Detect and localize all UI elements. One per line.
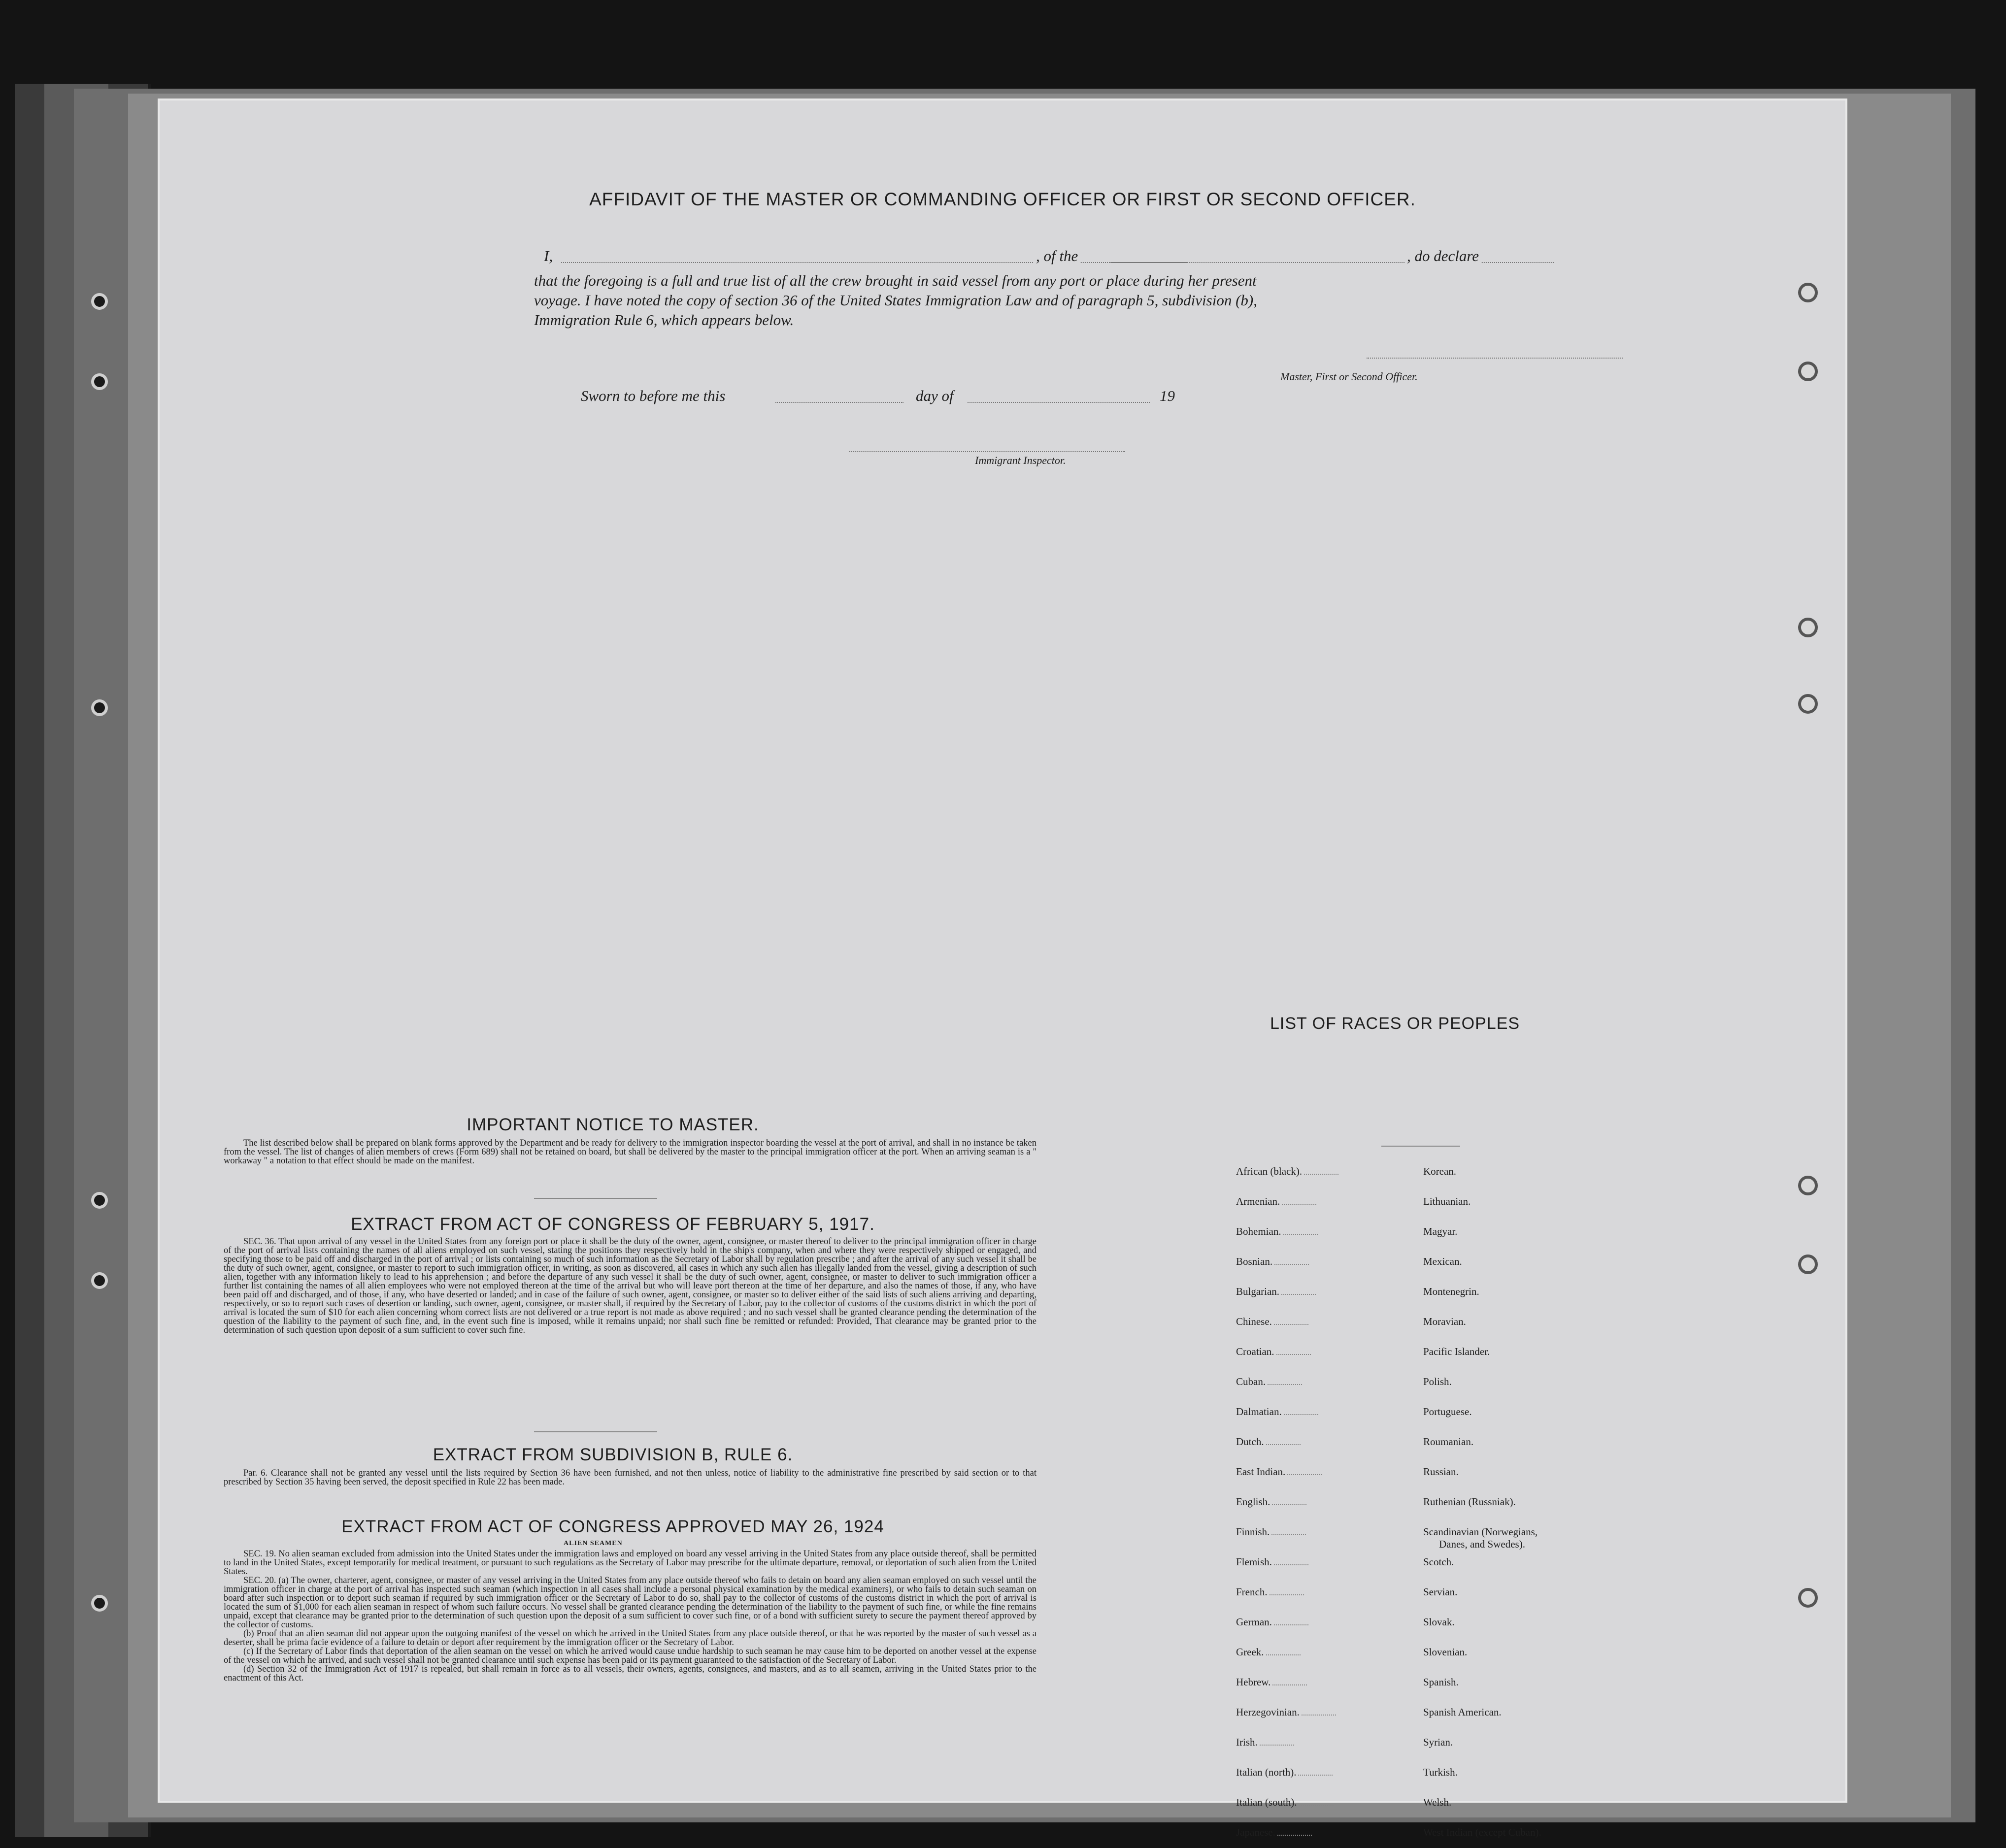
race-item — [1423, 1796, 1451, 1809]
vessel-fill-line — [1110, 262, 1554, 263]
extract-1917-text: SEC. 36. That upon arrival of any vessel in the United States from any foreign port or place it shall be the duty of the owner, agent, consignee, or master thereof to deliver to the principal immigration officer in charge of the port of arrival lists containing the names of all aliens employed on such vessel, stating the positions they respectively hold in the ship's company, when and where they were respectively shipped or engaged, and specifying those to be paid off and discharged in the port of arrival ; or lists containing so much of such information as the Secretary of Labor shall by regulation prescribe ; and after the arrival of any such vessel it shall be the duty of such owner, agent, consignee, or master to report to such immigration officer, in writing, as soon as discovered, all cases in which any such alien has illegally landed from the vessel, giving a description of such alien, together with any information likely to lead to his apprehension ; and before the departure of any such vessel it shall be the duty of such owner, agent, consignee, or master to deliver to such immigration officer a further list containing the names of all alien employees who were not employed thereon at the time of the arrival but who will leave port thereon at the time of her departure, and also the names of those, if any, who have been paid off and discharged, and of those, if any, who have deserted or landed; and in case of the failure of such owner, agent, consignee, or master so to deliver either of the said lists of such aliens arriving and departing, respectively, or so to report such cases of desertion or landing, such owner, agent, consignee, or master shall, if required by the Secretary of Labor, pay to the collector of customs of the customs district in which the port of arrival is located the sum of $10 for each alien concerning whom correct lists are not delivered or a true report is not made as above required ; and no such vessel shall be granted clearance pending the determination of the question of the liability to the payment of such fine, and, in the event such fine is imposed, while it remains unpaid; nor shall such fine be remitted or refunded: Provided, That clearance may be granted prior to the determination of such question upon deposit of a sum sufficient to cover such fine. — [224, 1237, 1036, 1335]
punch-hole — [1798, 694, 1818, 714]
race-item — [1423, 1346, 1490, 1358]
extract-1917-title: EXTRACT FROM ACT OF CONGRESS OF FEBRUARY 5, 1917. — [351, 1215, 875, 1234]
race-item — [1236, 1676, 1307, 1688]
race-item — [1236, 1736, 1294, 1749]
race-label: Servian. — [1423, 1586, 1458, 1598]
race-item — [1423, 1736, 1453, 1749]
race-label: Mexican. — [1423, 1255, 1462, 1267]
race-fill-line — [1282, 1204, 1316, 1205]
race-item — [1236, 1796, 1334, 1809]
race-item — [1236, 1466, 1322, 1478]
race-fill-line — [1284, 1414, 1318, 1415]
master-signature-line — [1367, 358, 1623, 359]
affidavit-title: AFFIDAVIT OF THE MASTER OR COMMANDING OFFICER OR FIRST OR SECOND OFFICER. — [589, 189, 1416, 209]
punch-hole — [1798, 1176, 1818, 1195]
race-item — [1236, 1195, 1316, 1208]
divider — [534, 1431, 657, 1432]
race-item — [1236, 1316, 1308, 1328]
race-fill-line — [1270, 1594, 1304, 1595]
race-item — [1236, 1526, 1306, 1538]
race-label: Japanese. — [1236, 1826, 1275, 1838]
race-label: Chinese. — [1236, 1316, 1272, 1327]
race-label: Greek. — [1236, 1646, 1264, 1658]
race-item — [1423, 1225, 1457, 1238]
race-item — [1423, 1496, 1516, 1508]
race-item — [1236, 1586, 1304, 1598]
race-label: Scandinavian (Norwegians, — [1423, 1526, 1538, 1538]
race-label: Scotch. — [1423, 1556, 1454, 1568]
race-fill-line — [1304, 1174, 1338, 1175]
extract-1924-title: EXTRACT FROM ACT OF CONGRESS APPROVED MAY 26, 1924 — [341, 1517, 884, 1536]
binder-hole — [91, 373, 108, 390]
affidavit-of-the: , of the — [1034, 247, 1080, 265]
divider — [534, 1198, 657, 1199]
race-fill-line — [1277, 1835, 1312, 1836]
punch-hole — [1798, 283, 1818, 302]
race-fill-line — [1298, 1775, 1333, 1776]
race-label: Finnish. — [1236, 1526, 1270, 1538]
race-item — [1236, 1225, 1318, 1238]
race-label: German. — [1236, 1616, 1272, 1628]
manifest-page — [158, 99, 1847, 1838]
race-label: Hebrew. — [1236, 1676, 1271, 1688]
race-item — [1236, 1286, 1316, 1298]
binder-hole — [91, 1595, 108, 1612]
race-item — [1423, 1556, 1454, 1568]
race-label: Cuban. — [1236, 1376, 1266, 1387]
race-fill-line — [1299, 1805, 1334, 1806]
race-item — [1423, 1616, 1455, 1628]
notice-text: The list described below shall be prepared on blank forms approved by the Department and be ready for delivery to the immigration inspector boarding the vessel at the port of arrival, and shall in no instance be taken from the vessel. The list of changes of alien members of crews (Form 689) shall not be retained on board, but shall be delivered by the master to the principal immigration officer at the port. When an arriving seaman is a " workaway " a notation to that effect should be made on the manifest. — [224, 1138, 1036, 1166]
race-item — [1423, 1526, 1538, 1551]
race-item — [1236, 1826, 1312, 1839]
punch-hole — [1798, 362, 1818, 381]
affidavit-i: I, — [544, 247, 553, 264]
race-label: Spanish American. — [1423, 1706, 1502, 1718]
race-item — [1236, 1436, 1301, 1448]
race-item — [1423, 1646, 1467, 1658]
race-label: African (black). — [1236, 1165, 1303, 1177]
race-item — [1236, 1556, 1308, 1568]
race-label: Spanish. — [1423, 1676, 1459, 1688]
race-label: Pacific Islander. — [1423, 1346, 1490, 1357]
race-label: Dalmatian. — [1236, 1406, 1282, 1418]
affidavit-do-declare: , do declare — [1405, 247, 1481, 265]
punch-hole — [1798, 1254, 1818, 1274]
race-fill-line — [1274, 1324, 1308, 1325]
race-item — [1236, 1255, 1309, 1268]
binder-hole — [91, 1272, 108, 1289]
race-label: Syrian. — [1423, 1736, 1453, 1748]
race-label: Portuguese. — [1423, 1406, 1472, 1418]
race-item — [1423, 1255, 1462, 1268]
affidavit-line3: voyage. I have noted the copy of section 36 of the United States Immigration Law and of paragraph 5, subdivision (b), — [534, 292, 1257, 309]
race-item — [1236, 1706, 1336, 1718]
race-fill-line — [1268, 1384, 1302, 1385]
extract-rule6-text: Par. 6. Clearance shall not be granted any vessel until the lists required by Section 36 have been furnished, and not then unless, notice of liability to the administrative fine prescribed by said section or to that prescribed by Section 35 having been served, the deposit specified in Rule 22 has been made. — [224, 1468, 1036, 1487]
race-item — [1236, 1376, 1302, 1388]
race-label: Montenegrin. — [1423, 1286, 1479, 1297]
alien-seamen-subtitle: ALIEN SEAMEN — [564, 1540, 623, 1547]
race-label: Dutch. — [1236, 1436, 1264, 1448]
race-label: Russian. — [1423, 1466, 1459, 1478]
divider — [1381, 1146, 1460, 1147]
year-prefix: 19 — [1160, 387, 1175, 404]
race-label: Italian (south). — [1236, 1796, 1297, 1808]
race-item — [1236, 1616, 1308, 1628]
race-item — [1423, 1165, 1456, 1178]
race-fill-line — [1266, 1444, 1301, 1445]
race-label: Irish. — [1236, 1736, 1258, 1748]
extract-rule6-title: EXTRACT FROM SUBDIVISION B, RULE 6. — [433, 1445, 793, 1464]
race-label: Turkish. — [1423, 1766, 1458, 1778]
inspector-label: Immigrant Inspector. — [975, 454, 1066, 466]
race-item — [1423, 1376, 1452, 1388]
race-label: Roumanian. — [1423, 1436, 1474, 1448]
inspector-signature-line — [849, 451, 1125, 452]
race-label: Bulgarian. — [1236, 1286, 1280, 1297]
race-item — [1423, 1316, 1466, 1328]
race-fill-line — [1266, 1654, 1301, 1655]
race-label: Armenian. — [1236, 1195, 1280, 1207]
race-label: Korean. — [1423, 1165, 1457, 1177]
punch-hole — [1798, 1588, 1818, 1608]
race-item — [1423, 1826, 1541, 1839]
race-item — [1423, 1286, 1479, 1298]
race-label: Slovak. — [1423, 1616, 1455, 1628]
race-item — [1423, 1676, 1459, 1688]
race-label: Herzegovinian. — [1236, 1706, 1300, 1718]
race-fill-line — [1283, 1234, 1318, 1235]
race-fill-line — [1302, 1715, 1336, 1716]
day-of-text: day of — [916, 387, 954, 404]
sworn-text: Sworn to before me this — [581, 387, 726, 404]
race-fill-line — [1271, 1534, 1306, 1535]
race-label: Polish. — [1423, 1376, 1452, 1387]
race-fill-line — [1274, 1564, 1308, 1565]
race-fill-line — [1281, 1294, 1316, 1295]
binder-hole — [91, 699, 108, 716]
race-label: East Indian. — [1236, 1466, 1286, 1478]
race-item — [1423, 1195, 1471, 1208]
race-fill-line — [1274, 1264, 1309, 1265]
race-label-continued: Danes, and Swedes). — [1439, 1538, 1525, 1550]
race-label: Italian (north). — [1236, 1766, 1297, 1778]
race-item — [1423, 1706, 1502, 1718]
binder-hole — [91, 293, 108, 310]
race-label: Bosnian. — [1236, 1255, 1273, 1267]
affidavit-line4: Immigration Rule 6, which appears below. — [534, 311, 794, 329]
races-title: LIST OF RACES OR PEOPLES — [1270, 1014, 1520, 1033]
race-label: Lithuanian. — [1423, 1195, 1471, 1207]
race-label: French. — [1236, 1586, 1268, 1598]
name-fill-line — [561, 262, 1187, 263]
race-label: English. — [1236, 1496, 1270, 1508]
race-label: Slovenian. — [1423, 1646, 1468, 1658]
race-item — [1423, 1466, 1459, 1478]
notice-title: IMPORTANT NOTICE TO MASTER. — [467, 1115, 759, 1134]
race-fill-line — [1274, 1624, 1308, 1625]
month-fill-line — [968, 402, 1150, 403]
race-fill-line — [1272, 1504, 1306, 1505]
race-label: West Indian (except Cuban). — [1423, 1826, 1541, 1838]
day-fill-line — [775, 402, 903, 403]
race-item — [1236, 1646, 1301, 1658]
race-item — [1236, 1406, 1318, 1418]
binder-hole — [91, 1192, 108, 1209]
race-label: Moravian. — [1423, 1316, 1466, 1327]
race-item — [1423, 1406, 1472, 1418]
extract-1924-text: SEC. 19. No alien seaman excluded from admission into the United States under the immigration laws and employed on board any vessel arriving in the United States from any place outside thereof, shall be permitted to land in the United States, except temporarily for medical treatment, or pursuant to such regulations as the Secretary of Labor may prescribe for the ultimate departure, removal, or deportation of such alien from the United States. SEC. 20. (a) The owner, charterer, agent, consignee, or master of any vessel arriving in the United States from any place outside thereof who fails to detain on board any alien seaman employed on such vessel until the immigration officer in charge at the port of arrival has inspected such seaman (which inspection in all cases shall include a personal physical examination by the medical examiners), or who fails to detain such seaman on board after such inspection or to deport such seaman if required by such immigration officer or the Secretary of Labor to do so, shall pay to the collector of customs of the customs district in which the port of arrival is located the sum of $1,000 for each alien seaman in respect of whom such failure occurs. No vessel shall be granted clearance pending the determination of the liability to the payment of such fine, or while the fine remains unpaid, except that clearance may be granted prior to the determination of such question upon the deposit of a sum sufficient to cover such fine, or of a bond with sufficient surety to secure the payment thereof approved by the collector of customs. (b) Proof that an alien seaman did not appear upon the outgoing manifest of the vessel on which he arrived in the United States from any place outside thereof, or that he was reported by the master of such vessel as a deserter, shall be prima facie evidence of a failure to detain or deport after requirement by the immigration officer or the Secretary of Labor. (c) If the Secretary of Labor finds that deportation of the alien seaman on the vessel on which he arrived would cause undue hardship to such seaman he may cause him to be deported on another vessel at the expense of the vessel on which he arrived, and such vessel shall not be granted clearance until such expense has been paid or its payment guaranteed to the satisfaction of the Secretary of Labor. (d) Section 32 of the Immigration Act of 1917 is repealed, but shall remain in force as to all vessels, their owners, agents, consignees, and masters, and as to all seamen, arriving in the United States prior to the enactment of this Act. — [224, 1549, 1036, 1683]
race-item — [1423, 1586, 1457, 1598]
race-label: Magyar. — [1423, 1225, 1458, 1237]
punch-hole — [1798, 618, 1818, 637]
race-item — [1236, 1496, 1306, 1508]
race-fill-line — [1287, 1474, 1322, 1475]
race-item — [1236, 1346, 1311, 1358]
race-label: Croatian. — [1236, 1346, 1274, 1357]
race-label: Ruthenian (Russniak). — [1423, 1496, 1516, 1508]
race-item — [1423, 1436, 1473, 1448]
race-label: Flemish. — [1236, 1556, 1272, 1568]
race-item — [1423, 1766, 1458, 1779]
race-item — [1236, 1165, 1338, 1178]
race-fill-line — [1276, 1354, 1311, 1355]
race-label: Welsh. — [1423, 1796, 1452, 1808]
master-signature-label: Master, First or Second Officer. — [1280, 370, 1418, 383]
race-item — [1236, 1766, 1333, 1779]
race-fill-line — [1260, 1745, 1294, 1746]
affidavit-line2: that the foregoing is a full and true list of all the crew brought in said vessel from any port or place during her present — [534, 272, 1257, 289]
race-fill-line — [1272, 1684, 1307, 1685]
race-label: Bohemian. — [1236, 1225, 1281, 1237]
